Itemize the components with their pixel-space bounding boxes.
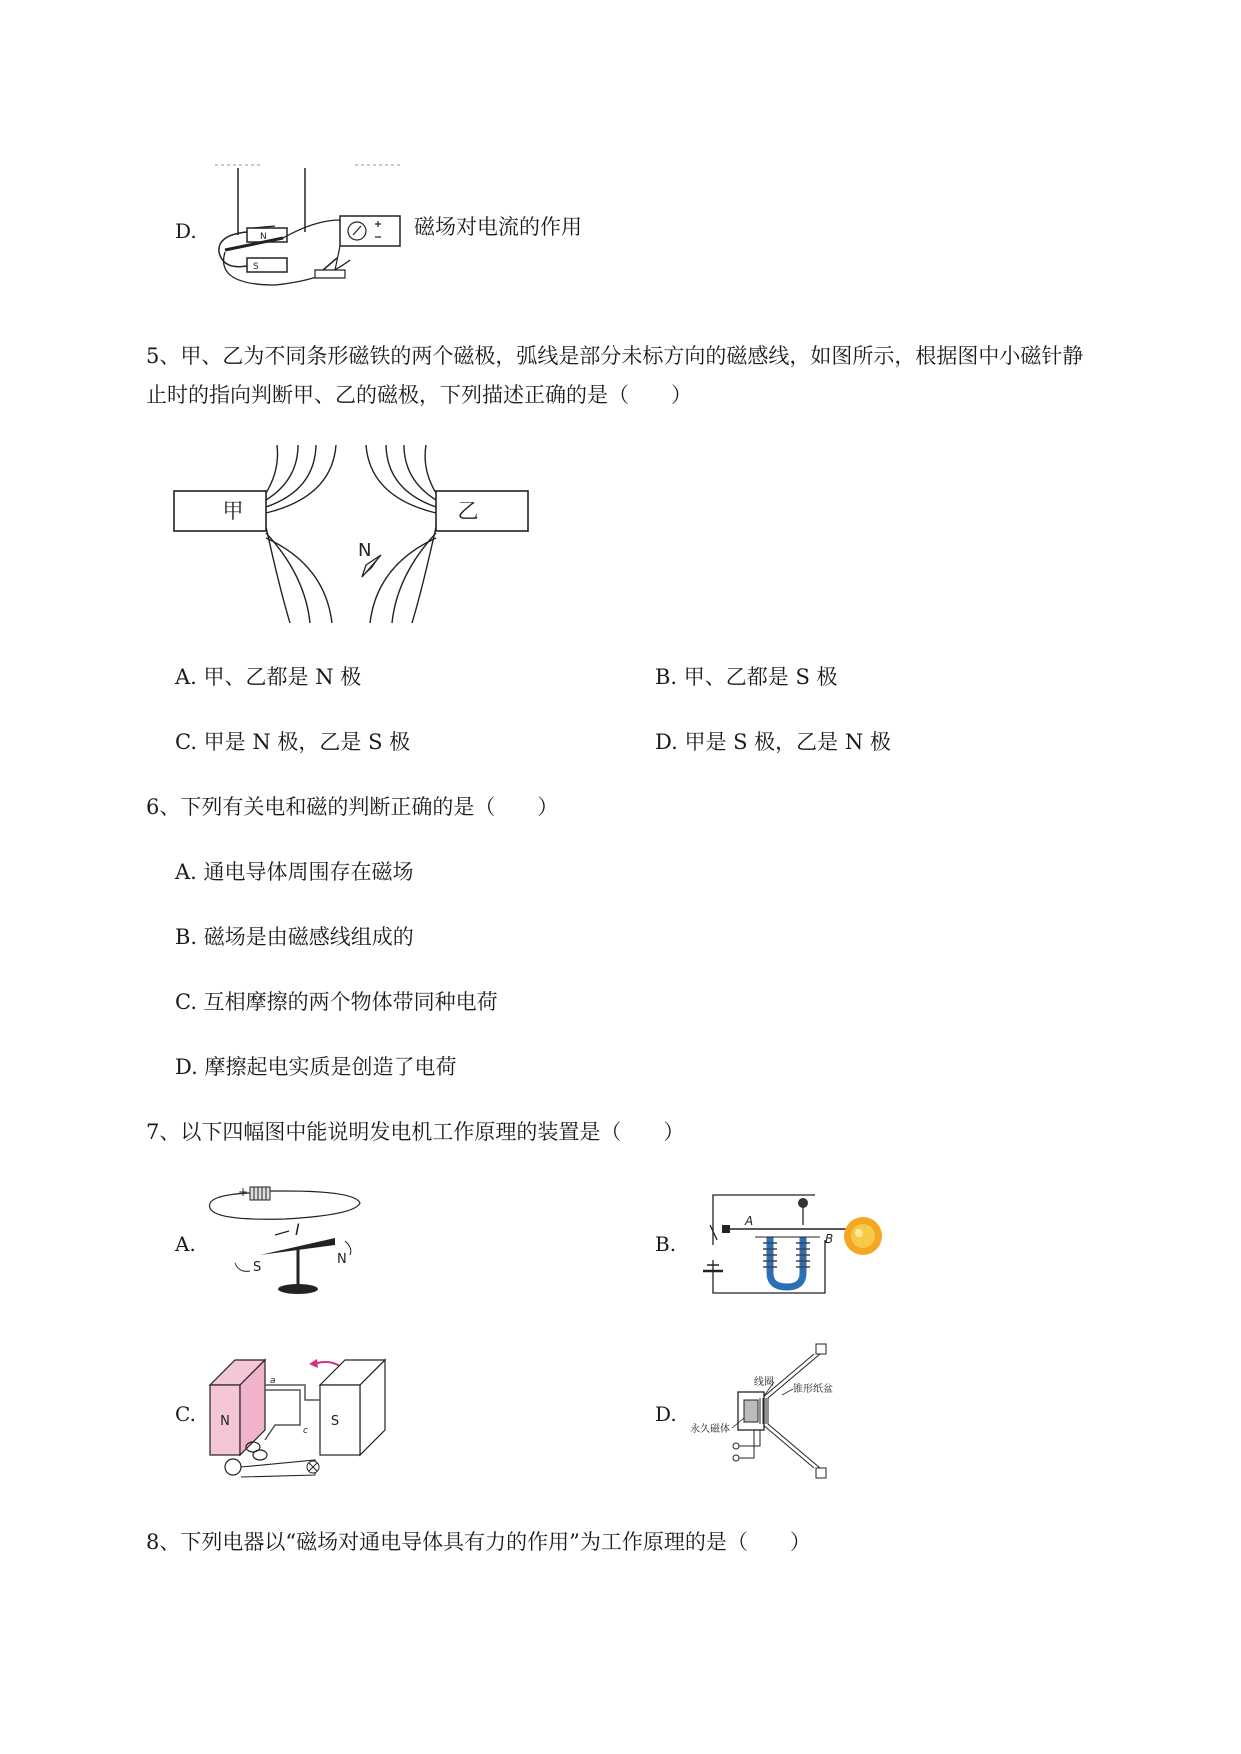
- coil-a-label: a: [270, 1376, 276, 1386]
- q5-option-c: C. 甲是 N 极，乙是 S 极: [175, 730, 411, 754]
- q5-stem-line2: 止时的指向判断甲、乙的磁极，下列描述正确的是（ ）: [146, 383, 692, 407]
- magnet-bottom-label: S: [253, 262, 259, 272]
- q5-option-d: D. 甲是 S 极，乙是 N 极: [655, 730, 891, 754]
- q5-stem-line1: 5、甲、乙为不同条形磁铁的两个磁极，弧线是部分未标方向的磁感线，如图所示，根据图中小磁针静: [146, 344, 1084, 368]
- q7-figure-d-speaker: [690, 1340, 880, 1480]
- pole-jia-label: 甲: [222, 499, 244, 523]
- q7-label-d: D.: [655, 1402, 677, 1426]
- q7-stem: 7、以下四幅图中能说明发电机工作原理的装置是（ ）: [146, 1120, 685, 1144]
- q6-option-a: A. 通电导体周围存在磁场: [175, 860, 414, 884]
- option-d-caption: 磁场对电流的作用: [414, 215, 582, 239]
- needle-s-label: S: [253, 1260, 262, 1275]
- coil-label: 线圈: [754, 1377, 774, 1388]
- q7-label-b: B.: [655, 1232, 677, 1256]
- pole-yi-label: 乙: [457, 499, 479, 523]
- q6-option-b: B. 磁场是由磁感线组成的: [175, 925, 414, 949]
- armature-b-label: B: [825, 1232, 834, 1246]
- needle-n-label: N: [358, 540, 372, 561]
- magnetic-field-lines-figure: [170, 445, 532, 630]
- q6-option-d: D. 摩擦起电实质是创造了电荷: [175, 1055, 457, 1079]
- current-i-label: I: [295, 1220, 300, 1239]
- coil-c-label: c: [303, 1426, 308, 1436]
- magnet-s-label: S: [330, 1414, 340, 1429]
- cone-label: 锥形纸盆: [793, 1384, 833, 1395]
- q5-option-b: B. 甲、乙都是 S 极: [655, 665, 838, 689]
- q8-stem: 8、下列电器以“磁场对通电导体具有力的作用”为工作原理的是（ ）: [146, 1530, 811, 1554]
- q7-figure-a-oersted: [205, 1183, 365, 1303]
- battery-plus-label: +: [238, 1185, 249, 1199]
- q7-figure-c-generator: [205, 1345, 405, 1485]
- magnet-n-label: N: [220, 1414, 230, 1429]
- motor-principle-figure: [205, 160, 405, 290]
- q6-option-c: C. 互相摩擦的两个物体带同种电荷: [175, 990, 498, 1014]
- q6-stem: 6、下列有关电和磁的判断正确的是（ ）: [146, 795, 559, 819]
- needle-n-label-a: N: [337, 1252, 347, 1267]
- contact-a-label: A: [745, 1214, 754, 1228]
- q7-label-c: C.: [175, 1402, 196, 1426]
- q5-option-a: A. 甲、乙都是 N 极: [175, 665, 362, 689]
- option-d-label: D.: [175, 219, 197, 243]
- q7-figure-b-electric-bell: [695, 1185, 895, 1300]
- magnet-top-label: N: [260, 232, 267, 242]
- q7-label-a: A.: [175, 1232, 196, 1256]
- permanent-magnet-label: 永久磁体: [690, 1424, 730, 1435]
